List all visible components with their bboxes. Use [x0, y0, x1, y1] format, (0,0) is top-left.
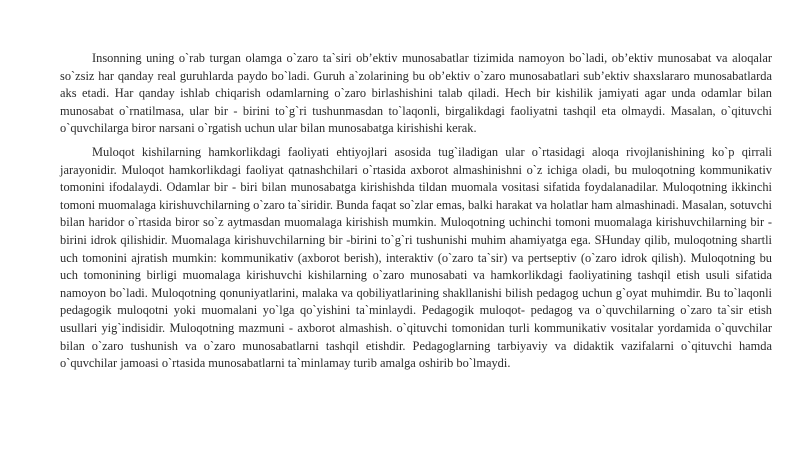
paragraph: Insonning uning o`rab turgan olamga o`zaro ta`siri obʼektiv munosabatlar tizimida namoyon bo`ladi, obʼektiv munosabat va aloqalar so`zsiz har qanday real guruhlarda paydo bo`ladi. Guruh a`zolarining bu obʼektiv o`zaro munosabatlari subʼektiv shaxslararo munosabatlarda aks etadi. Har qanday ishlab chiqarish odamlarning o`zaro birlashishini talab qiladi. Hech bir kishilik jamiyati agar unda odamlar bilan munosabat o`rnatilmasa, ular bir - birini to`g`ri tushunmasdan to`laqonli, birgalikdagi faoliyatni tashqil eta olmaydi. Masalan, o`qituvchi o`quvchilarga biror narsani o`rgatish uchun ular bilan munosabatga kirishishi kerak. — [60, 51, 772, 136]
document-page — [60, 50, 772, 379]
paragraph: Muloqot kishilarning hamkorlikdagi faoliyati ehtiyojlari asosida tug`iladigan ular o`rtasidagi aloqa rivojlanishining ko`p qirrali jarayonidir. Muloqot hamkorlikdagi faoliyat qatnashchilari o`rtasida axborot almashinishni o`z ichiga oladi, bu muloqotning kommunikativ tomonini ifodalaydi. Odamlar bir - biri bilan munosabatga kirishishda tildan muomala vositasi sifatida foydalanadilar. Muloqotning ikkinchi tomoni muomalaga kirishuvchilarning o`zaro ta`siridir. Bunda faqat so`zlar emas, balki harakat va holatlar ham almashinadi. Masalan, sotuvchi bilan haridor o`rtasida biror so`z aytmasdan muomalaga kirishish mumkin. Muloqotning uchinchi tomoni muomalaga kirishuvchilarning bir - birini idrok qilishidir. Muomalaga kirishuvchilarning bir -birini to`g`ri tushunishi muhim ahamiyatga ega. SHunday qilib, muloqotning shartli uch tomonini ajratish mumkin: kommunikativ (axborot berish), interaktiv (o`zaro ta`sir) va pertseptiv (o`zaro idrok qilish). Muloqotning bu uch tomonining birligi muomalaga kirishuvchi kishilarning o`zaro munosabati va hamkorlikdagi faoliyatining tashqil etish usuli sifatida namoyon bo`ladi. Muloqotning qonuniyatlarini, malaka va qobiliyatlarining shakllanishi bilish pedagog uchun g`oyat muhimdir. Bu to`laqonli pedagogik muloqotni yoki muomalani yo`lga qo`yishini ta`minlaydi. Pedagogik muloqot- pedagog va o`quvchilarning o`zaro ta`sir etish usullari yig`indisidir. Muloqotning mazmuni - axborot almashish. o`qituvchi tomonidan turli kommunikativ vositalar yordamida o`quvchilar bilan o`zaro tushunish va o`zaro munosabatlarni tashqil etishdir. Pedagoglarning tarbiyaviy va didaktik vazifalarni o`qituvchi hamda o`quvchilar jamoasi o`rtasida munosabatlarni ta`minlamay turib amalga oshirib bo`lmaydi. — [60, 144, 772, 371]
